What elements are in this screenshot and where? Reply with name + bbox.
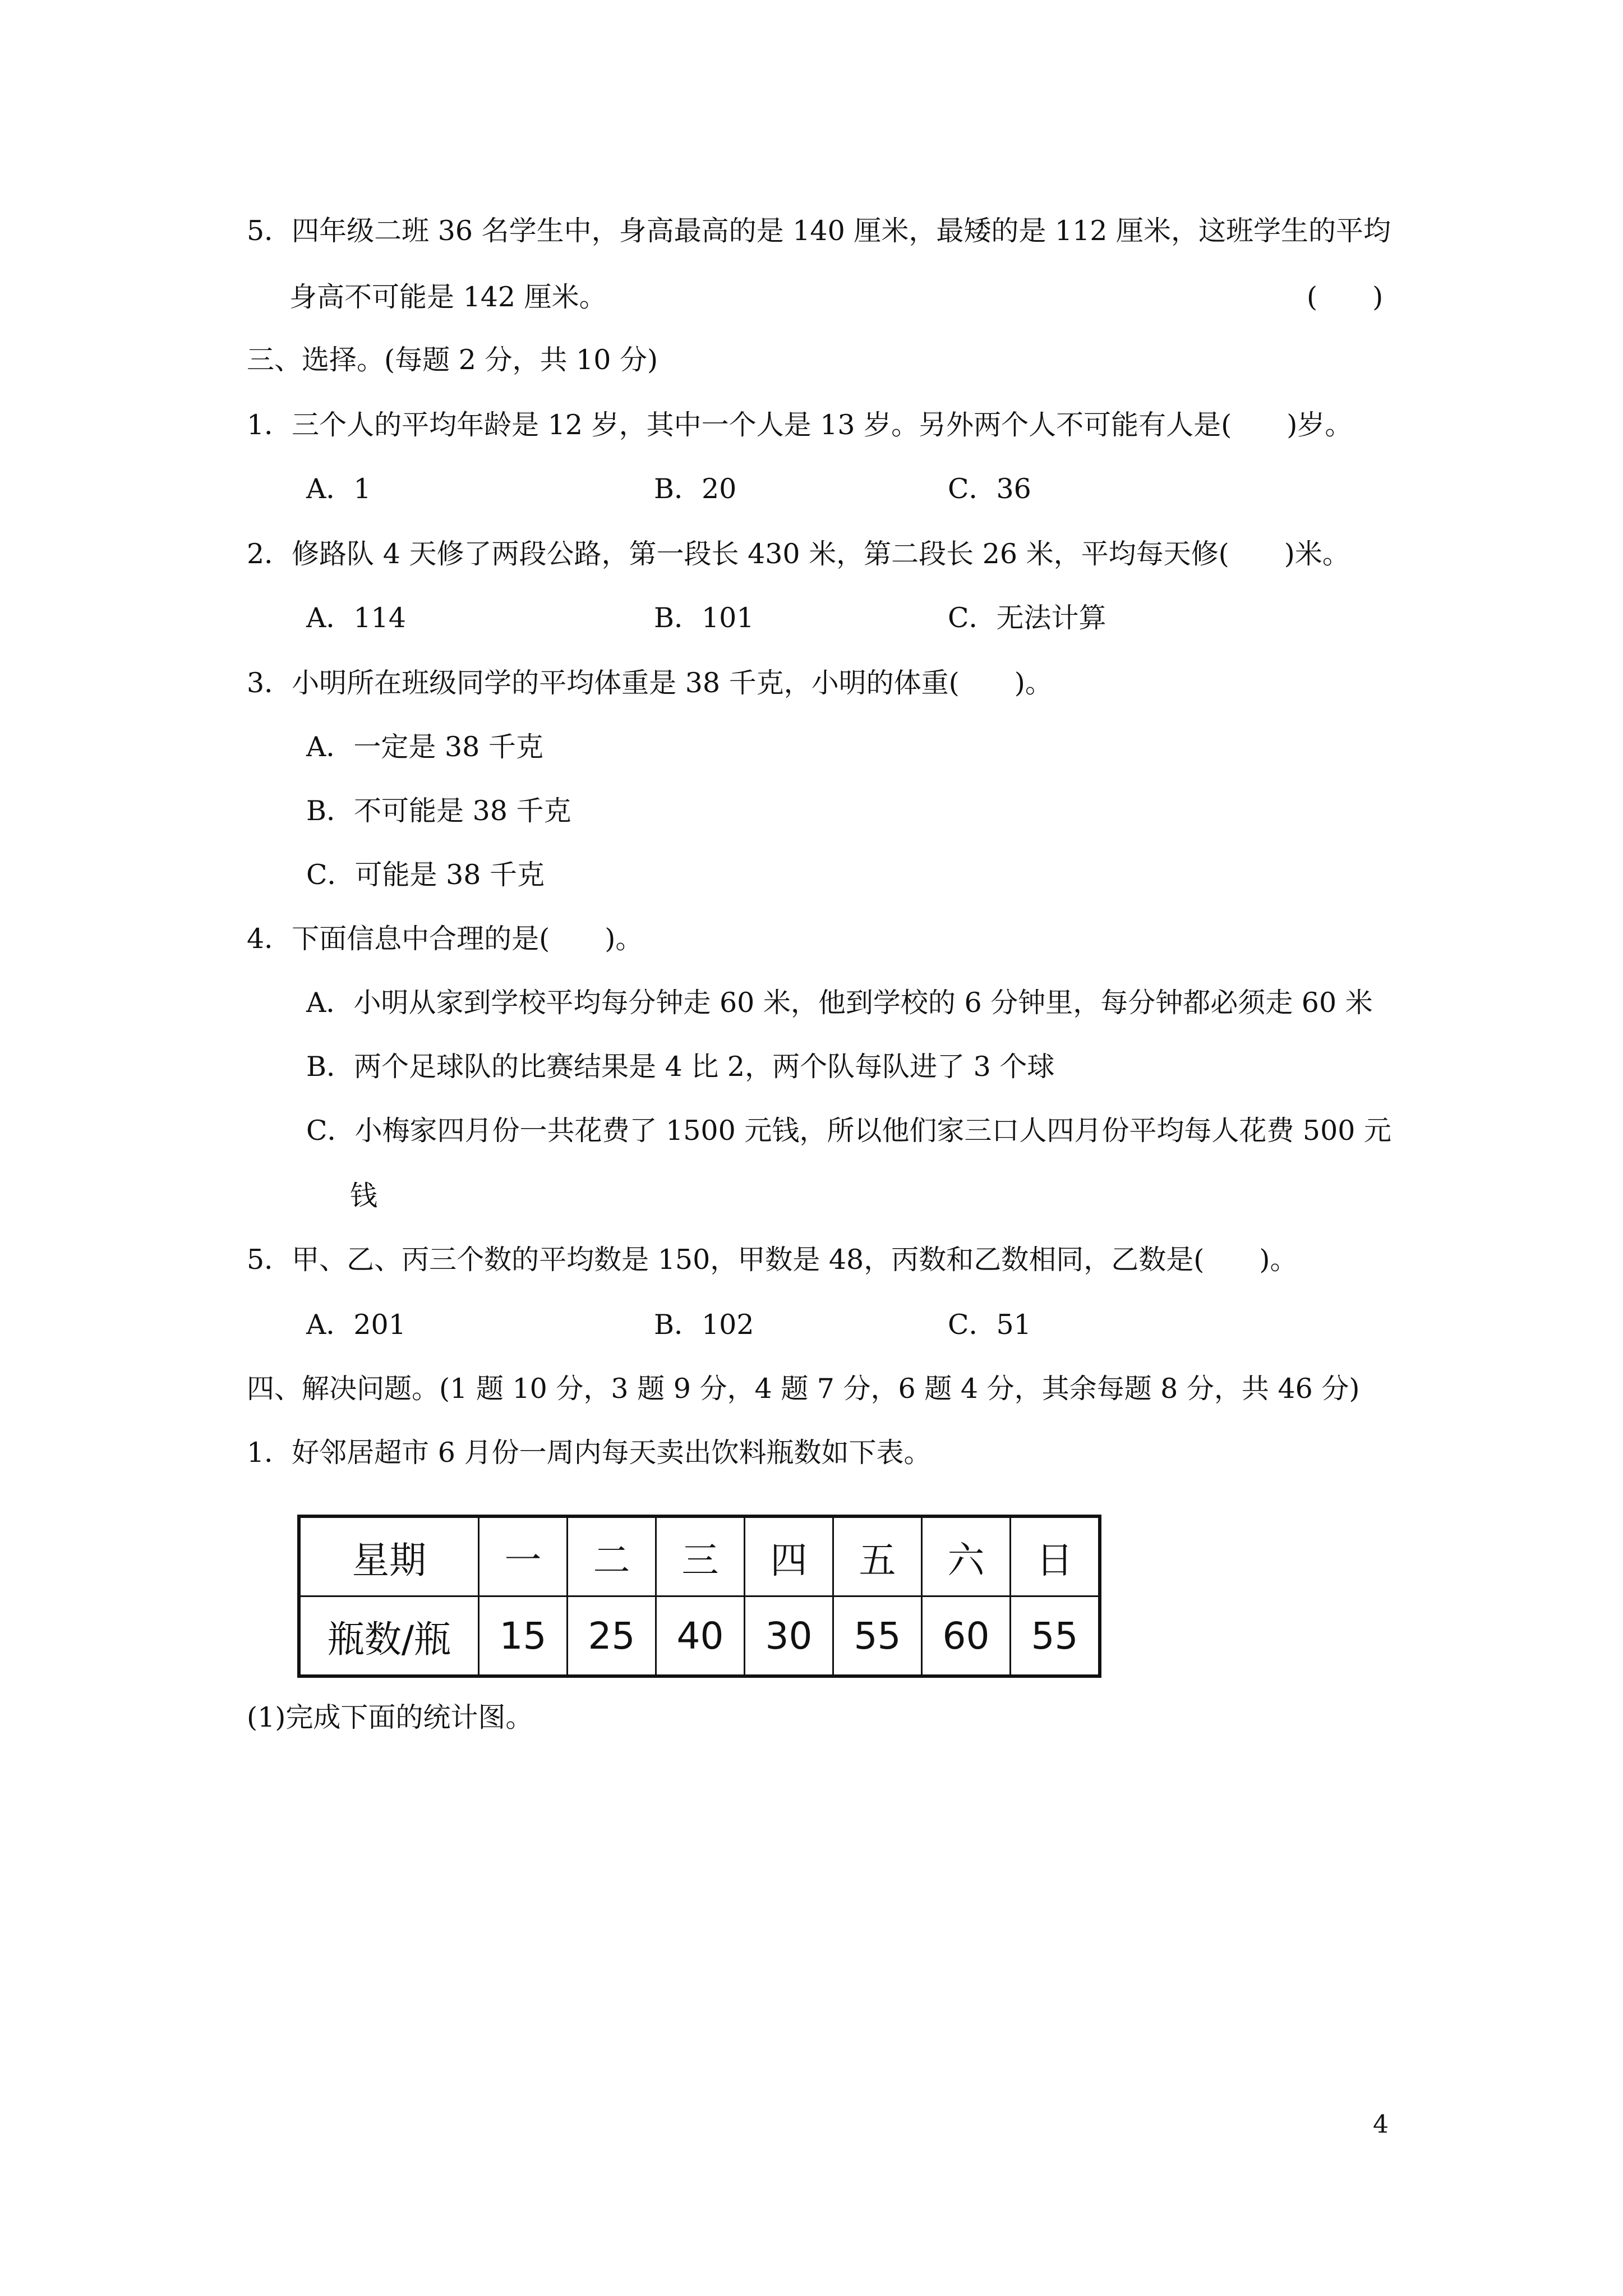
tf-q5-answer-paren: ( ) xyxy=(1307,281,1384,313)
table-cell-day: 一 xyxy=(479,1516,568,1596)
s3-q4-option-a: A．小明从家到学校平均每分钟走 60 米，他到学校的 6 分钟里，每分钟都必须走 60 米 xyxy=(306,987,1373,1019)
s3-q2-option-b: B．101 xyxy=(654,602,754,634)
s3-q5-option-b: B．102 xyxy=(654,1309,754,1341)
s3-q4-option-c-line1: C．小梅家四月份一共花费了 1500 元钱，所以他们家三口人四月份平均每人花费 500 元 xyxy=(306,1115,1392,1147)
s3-q4-option-c-line2: 钱 xyxy=(350,1180,378,1212)
s3-q4-option-b: B．两个足球队的比赛结果是 4 比 2，两个队每队进了 3 个球 xyxy=(306,1051,1055,1083)
s3-q5-option-a: A．201 xyxy=(306,1309,406,1341)
sales-table xyxy=(297,1515,1101,1678)
s3-q3-text: 3．小明所在班级同学的平均体重是 38 千克，小明的体重( )。 xyxy=(247,667,1053,699)
s4-q1-text: 1．好邻居超市 6 月份一周内每天卖出饮料瓶数如下表。 xyxy=(247,1437,932,1469)
s3-q3-option-b: B．不可能是 38 千克 xyxy=(306,795,571,827)
s3-q3-option-c: C．可能是 38 千克 xyxy=(306,859,545,891)
table-header-weekday: 星期 xyxy=(299,1516,479,1596)
section3-title: 三、选择。(每题 2 分，共 10 分) xyxy=(247,344,658,376)
s3-q2-text: 2．修路队 4 天修了两段公路，第一段长 430 米，第二段长 26 米，平均每天修( )米。 xyxy=(247,538,1350,570)
s3-q4-text: 4．下面信息中合理的是( )。 xyxy=(247,923,643,955)
table-cell-count: 55 xyxy=(833,1596,922,1677)
table-cell-day: 三 xyxy=(656,1516,745,1596)
s3-q1-option-a: A．1 xyxy=(306,473,371,505)
table-header-bottles: 瓶数/瓶 xyxy=(299,1596,479,1677)
s3-q5-option-c: C．51 xyxy=(948,1309,1031,1341)
page-number: 4 xyxy=(1373,2110,1389,2139)
table-cell-count: 60 xyxy=(922,1596,1011,1677)
table-cell-count: 25 xyxy=(568,1596,656,1677)
s3-q2-option-a: A．114 xyxy=(306,602,406,634)
s3-q1-option-b: B．20 xyxy=(654,473,737,505)
table-cell-count: 15 xyxy=(479,1596,568,1677)
tf-q5-line1: 5．四年级二班 36 名学生中，身高最高的是 140 厘米，最矮的是 112 厘米，这班学生的平均 xyxy=(247,215,1391,247)
table-cell-day: 五 xyxy=(833,1516,922,1596)
table-cell-count: 30 xyxy=(745,1596,833,1677)
table-row-days xyxy=(299,1516,1100,1596)
table-cell-day: 四 xyxy=(745,1516,833,1596)
table-cell-day: 二 xyxy=(568,1516,656,1596)
table-row-counts xyxy=(299,1596,1100,1677)
table-cell-count: 40 xyxy=(656,1596,745,1677)
table-cell-day: 日 xyxy=(1011,1516,1100,1596)
section4-title: 四、解决问题。(1 题 10 分，3 题 9 分，4 题 7 分，6 题 4 分，其余每题 8 分，共 46 分) xyxy=(247,1373,1360,1405)
s3-q5-text: 5．甲、乙、丙三个数的平均数是 150，甲数是 48，丙数和乙数相同，乙数是( )。 xyxy=(247,1244,1298,1276)
s3-q1-text: 1．三个人的平均年龄是 12 岁，其中一个人是 13 岁。另外两个人不可能有人是( )岁。 xyxy=(247,409,1353,441)
table-cell-day: 六 xyxy=(922,1516,1011,1596)
table-cell-count: 55 xyxy=(1011,1596,1100,1677)
s4-q1-sub1: (1)完成下面的统计图。 xyxy=(247,1701,533,1733)
s3-q3-option-a: A．一定是 38 千克 xyxy=(306,731,543,763)
s3-q2-option-c: C．无法计算 xyxy=(948,602,1106,634)
s3-q1-option-c: C．36 xyxy=(948,473,1031,505)
tf-q5-line2: 身高不可能是 142 厘米。 xyxy=(289,281,607,313)
